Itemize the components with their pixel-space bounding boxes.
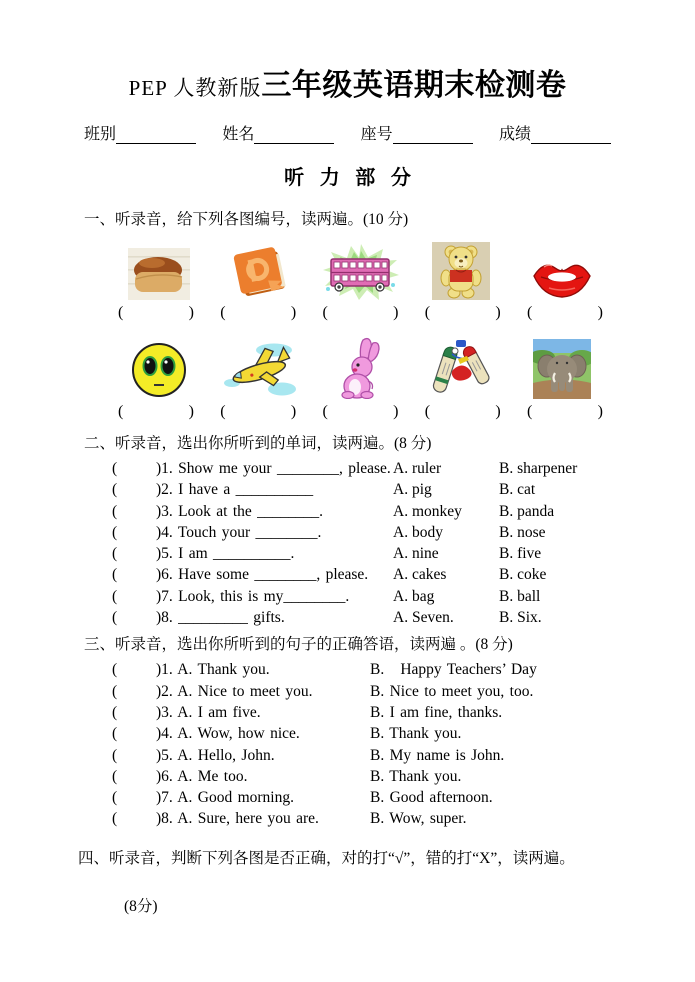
- picture-lips: [519, 256, 605, 300]
- answer-bracket: (: [112, 566, 118, 584]
- airplane-image: [221, 341, 299, 399]
- question-text: )2. I have a __________: [156, 481, 314, 499]
- field-score-label: 成绩: [498, 126, 531, 143]
- option-b: B. cat: [499, 481, 536, 499]
- answer-bracket: (: [112, 703, 118, 721]
- field-score-blank: [531, 127, 611, 144]
- option-b: B. Thank you.: [370, 725, 462, 743]
- option-b: B. Nice to meet you, too.: [370, 682, 534, 700]
- part2-question-4: [84, 522, 611, 543]
- answer-bracket: ( ): [527, 403, 603, 420]
- field-score: [499, 121, 611, 144]
- question-text: )7. Look, this is my________.: [156, 587, 350, 605]
- bread-image: [128, 248, 190, 300]
- answer-bracket: ( ): [322, 304, 399, 321]
- rabbit-image: [335, 337, 387, 399]
- option-a: )5. A. Hello, John.: [156, 746, 275, 764]
- option-b: B. Thank you.: [370, 767, 462, 785]
- part3-question-7: [84, 787, 611, 808]
- option-a: A. nine: [393, 545, 439, 563]
- answer-bracket: (: [112, 523, 118, 541]
- option-b: B. Six.: [499, 609, 542, 627]
- option-a: )8. A. Sure, here you are.: [156, 810, 319, 828]
- answer-bracket: ( ): [220, 304, 297, 321]
- option-a: )2. A. Nice to meet you.: [156, 682, 313, 700]
- title-prefix: PEP 人教新版: [128, 76, 262, 100]
- option-b: B. panda: [499, 502, 555, 520]
- part3-heading: 三、听录音，选出你所听到的句子的正确答语，读两遍 。(8 分): [84, 636, 513, 654]
- field-seat-label: 座号: [360, 126, 393, 143]
- part2-question-6: [84, 564, 611, 585]
- part2-question-7: [84, 586, 611, 607]
- part4-heading: 四、听录音，判断下列各图是否正确，对的打“√”，错的打“X”，读两遍。: [78, 849, 575, 867]
- picture-row-1: [116, 242, 605, 300]
- picture-row-2: [116, 335, 605, 399]
- picture-bus: [318, 244, 404, 300]
- answer-bracket: (: [112, 725, 118, 743]
- option-b: B. Wow, super.: [370, 810, 467, 828]
- answer-brackets-row-2: [116, 403, 605, 421]
- part2-question-8: [84, 607, 611, 628]
- field-name-blank: [254, 127, 334, 144]
- field-name-label: 姓名: [222, 126, 255, 143]
- part2-question-1: [84, 458, 611, 479]
- option-a: )4. A. Wow, how nice.: [156, 725, 300, 743]
- part3-question-1: [84, 659, 611, 680]
- option-b: B. nose: [499, 523, 546, 541]
- part2-question-3: [84, 501, 611, 522]
- option-a: )6. A. Me too.: [156, 767, 248, 785]
- answer-bracket: (: [112, 810, 118, 828]
- answer-bracket: (: [112, 460, 118, 477]
- answer-bracket: (: [112, 481, 118, 499]
- smiley-face-image: [129, 341, 189, 399]
- option-b: B. I am fine, thanks.: [370, 703, 503, 721]
- option-b: B. My name is John.: [370, 746, 505, 764]
- part3-question-5: [84, 745, 611, 766]
- option-a: A. cakes: [393, 566, 447, 584]
- part3-questions: [84, 659, 611, 829]
- answer-bracket: (: [112, 587, 118, 605]
- option-b: B. five: [499, 545, 542, 563]
- answer-bracket: (: [112, 502, 118, 520]
- part1-picture-grid: [84, 242, 611, 421]
- question-text: )6. Have some ________, please.: [156, 566, 369, 584]
- picture-smiley-face: [116, 341, 202, 399]
- answer-brackets-row-1: [116, 304, 605, 322]
- listening-section-title: 听 力 部 分: [284, 167, 411, 189]
- picture-teddy-bear: [418, 242, 504, 300]
- answer-bracket: ( ): [527, 304, 603, 321]
- answer-bracket: (: [112, 767, 118, 785]
- student-info-row: [84, 121, 611, 144]
- answer-bracket: ( ): [118, 304, 194, 321]
- option-a: A. monkey: [393, 502, 462, 520]
- answer-bracket: (: [112, 609, 118, 627]
- book-image: [228, 242, 292, 300]
- question-text: )8. _________ gifts.: [156, 609, 285, 627]
- part2-question-2: [84, 479, 611, 500]
- picture-crayons: [418, 335, 504, 399]
- option-a: )3. A. I am five.: [156, 703, 261, 721]
- field-name: [222, 121, 334, 144]
- lips-image: [530, 256, 594, 300]
- part3-question-2: [84, 681, 611, 702]
- question-text: )3. Look at the ________.: [156, 502, 324, 520]
- option-a: A. bag: [393, 587, 435, 605]
- option-a: )7. A. Good morning.: [156, 789, 294, 807]
- answer-bracket: ( ): [424, 403, 501, 420]
- option-b: B. Good afternoon.: [370, 789, 493, 807]
- answer-bracket: (: [112, 545, 118, 563]
- part2-heading: 二、听录音，选出你所听到的单词，读两遍。(8 分): [84, 435, 432, 452]
- option-b: B. Happy Teachers’ Day: [370, 661, 537, 679]
- picture-bread: [116, 248, 202, 300]
- part1-heading: 一、听录音，给下列各图编号，读两遍。(10 分): [84, 211, 409, 228]
- field-class-label: 班别: [84, 126, 117, 143]
- bus-image: [323, 244, 399, 300]
- option-a: A. pig: [393, 481, 432, 499]
- question-text: )5. I am __________.: [156, 545, 295, 563]
- option-a: A. Seven.: [393, 609, 454, 627]
- title-main: 三年级英语期末检测卷: [261, 69, 567, 102]
- option-a: A. ruler: [393, 460, 442, 477]
- picture-rabbit: [318, 337, 404, 399]
- answer-bracket: ( ): [118, 403, 194, 420]
- answer-bracket: (: [112, 789, 118, 807]
- part3-question-3: [84, 702, 611, 723]
- page-title: [84, 60, 611, 104]
- question-text: )1. Show me your ________, please.: [156, 460, 391, 477]
- teddy-bear-image: [432, 242, 490, 300]
- option-a: A. body: [393, 523, 443, 541]
- answer-bracket: (: [112, 661, 118, 679]
- part2-questions: [84, 458, 611, 628]
- option-b: B. sharpener: [499, 460, 578, 477]
- part3-question-6: [84, 766, 611, 787]
- option-b: B. ball: [499, 587, 541, 605]
- option-a: )1. A. Thank you.: [156, 661, 270, 679]
- picture-book: [217, 242, 303, 300]
- picture-elephant: [519, 339, 605, 399]
- part3-question-4: [84, 723, 611, 744]
- answer-bracket: (: [112, 746, 118, 764]
- field-seat-blank: [393, 127, 473, 144]
- elephant-image: [533, 339, 591, 399]
- field-class: [84, 121, 196, 144]
- crayons-image: [428, 335, 494, 399]
- answer-bracket: ( ): [322, 403, 399, 420]
- part3-question-8: [84, 808, 611, 829]
- answer-bracket: (: [112, 682, 118, 700]
- option-b: B. coke: [499, 566, 547, 584]
- field-seat: [361, 121, 473, 144]
- answer-bracket: ( ): [424, 304, 501, 321]
- part4-score: (8分): [124, 897, 158, 915]
- question-text: )4. Touch your ________.: [156, 523, 322, 541]
- answer-bracket: ( ): [220, 403, 297, 420]
- part2-question-5: [84, 543, 611, 564]
- picture-airplane: [217, 341, 303, 399]
- field-class-blank: [116, 127, 196, 144]
